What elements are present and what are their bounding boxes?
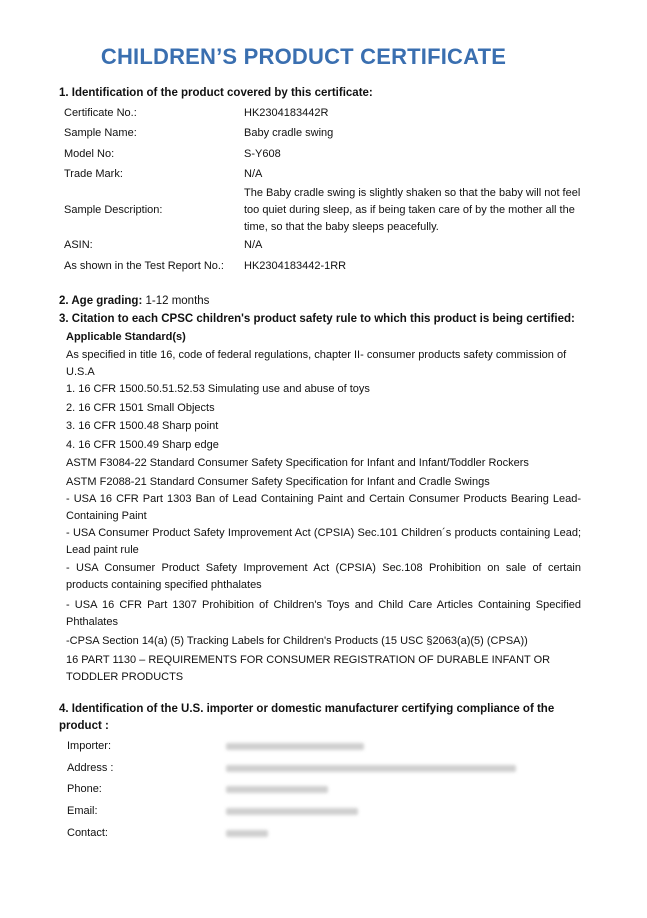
redacted-address: [226, 765, 516, 772]
value-sample-name: Baby cradle swing: [244, 127, 334, 139]
value-model-no: S-Y608: [244, 148, 281, 160]
label-test-report-no: As shown in the Test Report No.:: [64, 260, 224, 272]
label-contact: Contact:: [67, 827, 108, 839]
label-asin: ASIN:: [64, 239, 93, 251]
value-sample-description: The Baby cradle swing is slightly shaken so that the baby will not feel too quiet during sleep, as if being taken care of by the mother all the time, so that the baby sleeps peacefully.: [244, 187, 581, 233]
label-certificate-no: Certificate No.:: [64, 107, 137, 119]
label-model-no: Model No:: [64, 148, 115, 160]
regulation-item: - USA Consumer Product Safety Improvement Act (CPSIA) Sec.108 Prohibition on sale of certain products containing specified phthalates: [66, 562, 581, 591]
value-trade-mark: N/A: [244, 168, 263, 180]
value-asin: N/A: [244, 239, 263, 251]
redacted-phone: [226, 786, 328, 793]
regulation-item: - USA 16 CFR Part 1307 Prohibition of Children's Toys and Child Care Articles Containing Specified Phthalates: [66, 599, 581, 628]
section-3-heading: 3. Citation to each CPSC children's product safety rule to which this product is being certified:: [59, 313, 575, 325]
label-trade-mark: Trade Mark:: [64, 168, 123, 180]
page-title: CHILDREN’S PRODUCT CERTIFICATE: [100, 44, 507, 69]
redacted-email: [226, 808, 358, 815]
age-grading-value: 1-12 months: [145, 295, 210, 307]
value-certificate-no: HK2304183442R: [244, 107, 329, 119]
section-1-heading: 1. Identification of the product covered by this certificate:: [59, 87, 373, 99]
label-email: Email:: [67, 805, 98, 817]
cpsa-tracking-labels: -CPSA Section 14(a) (5) Tracking Labels for Children's Products (15 USC §2063(a)(5) (CPSA)): [66, 635, 528, 647]
standard-list-item: 3. 16 CFR 1500.48 Sharp point: [66, 420, 219, 432]
label-importer: Importer:: [67, 740, 112, 752]
label-sample-name: Sample Name:: [64, 127, 137, 139]
astm-standard: ASTM F2088-21 Standard Consumer Safety Specification for Infant and Cradle Swings: [66, 476, 490, 488]
redacted-importer: [226, 743, 364, 750]
redacted-contact: [226, 830, 268, 837]
section-2-heading: [59, 295, 209, 307]
applicable-standards-heading: Applicable Standard(s): [66, 331, 186, 343]
label-address: Address :: [67, 762, 114, 774]
section-4-heading: 4. Identification of the U.S. importer or domestic manufacturer certifying compliance of the product :: [59, 703, 555, 732]
label-sample-description: Sample Description:: [64, 204, 163, 216]
regulation-item: - USA Consumer Product Safety Improvement Act (CPSIA) Sec.101 Children´s products containing Lead; Lead paint rule: [66, 527, 581, 556]
age-grading-label: 2. Age grading:: [59, 295, 146, 307]
standard-list-item: 4. 16 CFR 1500.49 Sharp edge: [66, 439, 219, 451]
regulation-item: - USA 16 CFR Part 1303 Ban of Lead Containing Paint and Certain Consumer Products Bearing Lead- Containing Paint: [66, 493, 581, 522]
standards-intro: As specified in title 16, code of federal regulations, chapter II- consumer products safety commission of U.S.A: [66, 349, 567, 378]
standard-list-item: 2. 16 CFR 1501 Small Objects: [66, 402, 215, 414]
value-test-report-no: HK2304183442-1RR: [244, 260, 347, 272]
standard-list-item: 1. 16 CFR 1500.50.51.52.53 Simulating use and abuse of toys: [66, 383, 370, 395]
label-phone: Phone:: [67, 783, 102, 795]
astm-standard: ASTM F3084-22 Standard Consumer Safety Specification for Infant and Infant/Toddler Rockers: [66, 457, 529, 469]
part-1130-requirements: 16 PART 1130 – REQUIREMENTS FOR CONSUMER REGISTRATION OF DURABLE INFANT OR TODDLER PRODUCTS: [66, 654, 551, 683]
